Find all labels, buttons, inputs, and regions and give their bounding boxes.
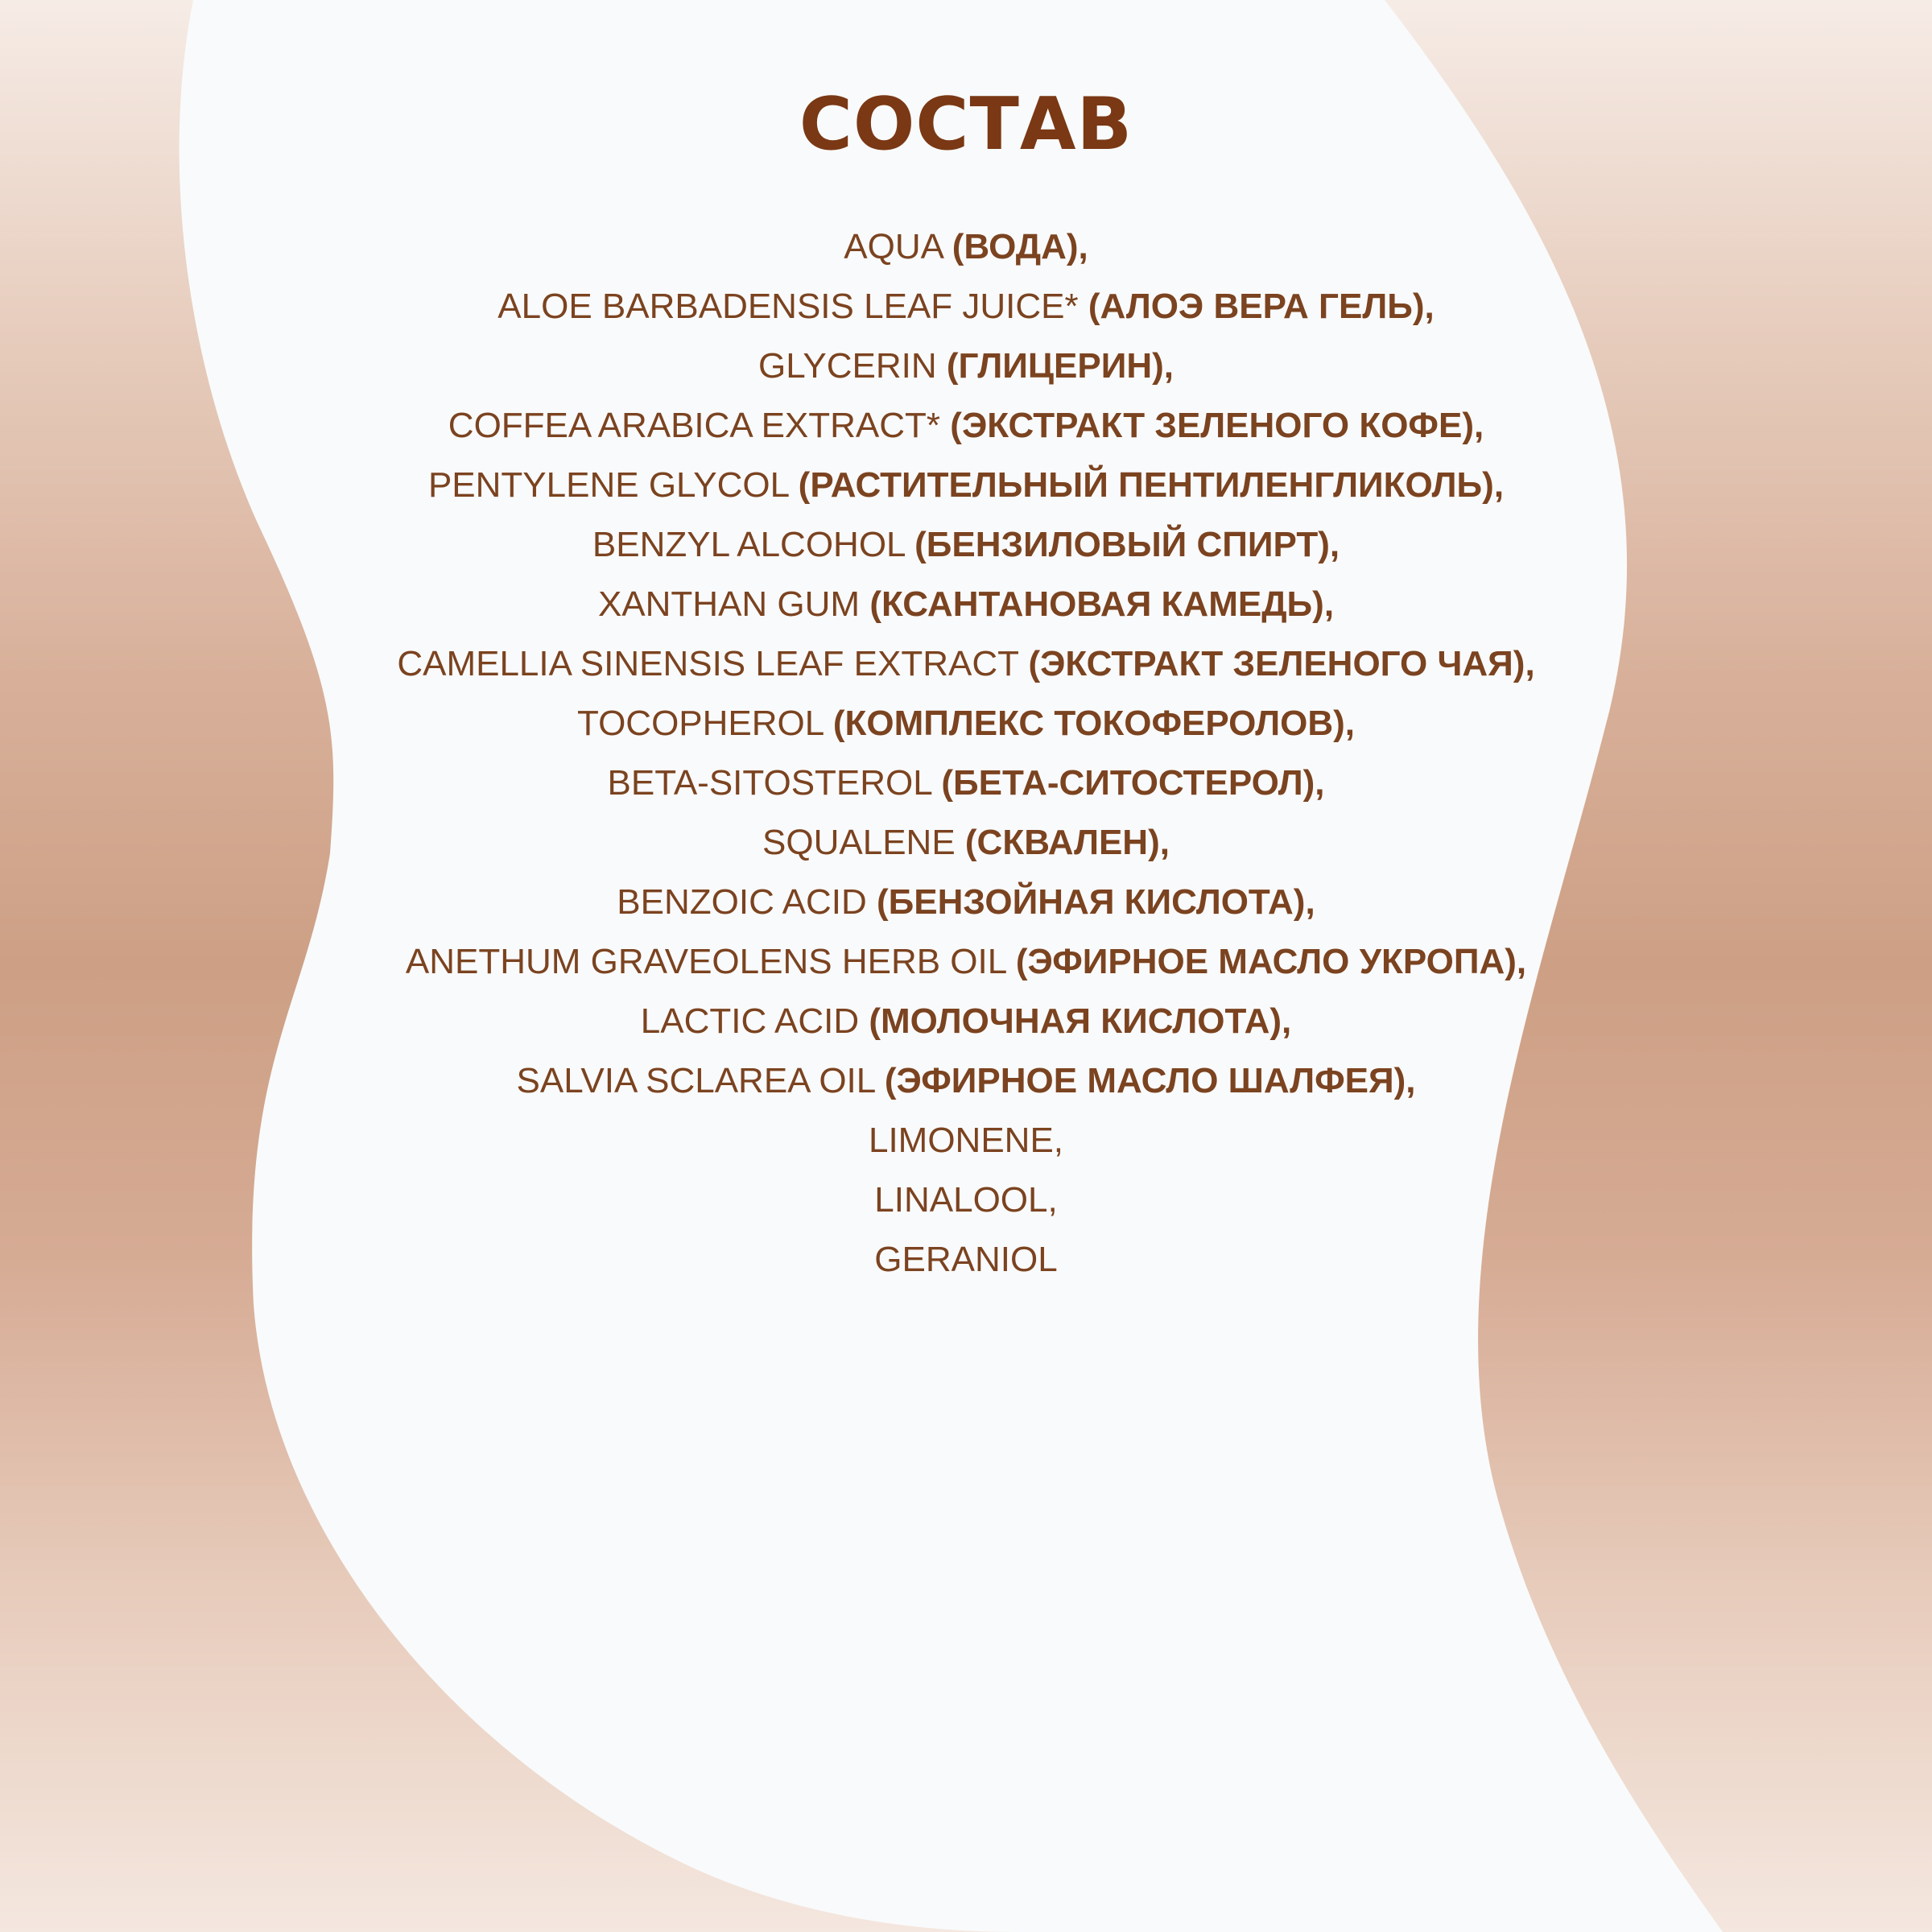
list-item xyxy=(322,992,1610,1051)
ingredient-inci-name: ALOE BARBADENSIS LEAF JUICE* xyxy=(497,287,1079,326)
ingredient-russian-name: (БЕНЗИЛОВЫЙ СПИРТ), xyxy=(914,525,1340,564)
ingredient-inci-name: COFFEA ARABICA EXTRACT* xyxy=(448,406,941,445)
list-item xyxy=(322,217,1610,277)
list-item xyxy=(322,813,1610,873)
ingredient-list xyxy=(322,217,1610,1290)
ingredient-russian-name: (ЭФИРНОЕ МАСЛО УКРОПА), xyxy=(1015,942,1527,981)
ingredient-russian-name: (БЕТА-СИТОСТЕРОЛ), xyxy=(941,763,1325,803)
ingredient-russian-name: (ВОДА), xyxy=(952,227,1088,266)
list-item xyxy=(322,336,1610,396)
ingredient-inci-name: SQUALENE xyxy=(762,823,956,862)
ingredient-russian-name: (АЛОЭ ВЕРА ГЕЛЬ), xyxy=(1088,287,1435,326)
ingredient-inci-name: LINALOOL, xyxy=(874,1180,1058,1220)
list-item xyxy=(322,1170,1610,1230)
ingredient-russian-name: (КОМПЛЕКС ТОКОФЕРОЛОВ), xyxy=(832,704,1355,743)
ingredient-inci-name: BENZOIC ACID xyxy=(617,882,867,922)
ingredient-inci-name: GERANIOL xyxy=(874,1240,1058,1279)
ingredient-inci-name: LIMONENE, xyxy=(868,1121,1064,1160)
list-item xyxy=(322,515,1610,575)
ingredient-russian-name: (ЭКСТРАКТ ЗЕЛЕНОГО ЧАЯ), xyxy=(1028,644,1535,683)
ingredient-russian-name: (ЭКСТРАКТ ЗЕЛЕНОГО КОФЕ), xyxy=(950,406,1484,445)
ingredient-russian-name: (СКВАЛЕН), xyxy=(964,823,1170,862)
list-item xyxy=(322,932,1610,992)
list-item xyxy=(322,1230,1610,1290)
ingredient-inci-name: AQUA xyxy=(844,227,943,266)
list-item xyxy=(322,1111,1610,1170)
ingredient-inci-name: ANETHUM GRAVEOLENS HERB OIL xyxy=(405,942,1006,981)
ingredient-russian-name: (ГЛИЦЕРИН), xyxy=(946,346,1174,386)
list-item xyxy=(322,396,1610,456)
ingredient-inci-name: BETA-SITOSTEROL xyxy=(607,763,932,803)
ingredient-russian-name: (ЭФИРНОЕ МАСЛО ШАЛФЕЯ), xyxy=(884,1061,1416,1100)
list-item xyxy=(322,873,1610,932)
page-title: СОСТАВ xyxy=(799,82,1133,167)
ingredient-inci-name: GLYCERIN xyxy=(758,346,937,386)
composition-panel xyxy=(322,72,1610,1290)
ingredient-russian-name: (МОЛОЧНАЯ КИСЛОТА), xyxy=(869,1001,1292,1041)
ingredient-inci-name: SALVIA SCLAREA OIL xyxy=(516,1061,875,1100)
ingredient-russian-name: (БЕНЗОЙНАЯ КИСЛОТА), xyxy=(877,882,1315,922)
list-item xyxy=(322,634,1610,694)
list-item xyxy=(322,575,1610,634)
list-item xyxy=(322,456,1610,515)
ingredient-inci-name: XANTHAN GUM xyxy=(597,584,861,624)
ingredient-russian-name: (КСАНТАНОВАЯ КАМЕДЬ), xyxy=(869,584,1335,624)
ingredient-russian-name: (РАСТИТЕЛЬНЫЙ ПЕНТИЛЕНГЛИКОЛЬ), xyxy=(798,465,1505,505)
list-item xyxy=(322,1051,1610,1111)
ingredient-inci-name: BENZYL ALCOHOL xyxy=(592,525,905,564)
ingredient-inci-name: TOCOPHEROL xyxy=(577,704,824,743)
ingredient-inci-name: PENTYLENE GLYCOL xyxy=(427,465,789,505)
ingredient-inci-name: LACTIC ACID xyxy=(640,1001,860,1041)
list-item xyxy=(322,277,1610,336)
ingredient-inci-name: CAMELLIA SINENSIS LEAF EXTRACT xyxy=(397,644,1019,683)
list-item xyxy=(322,694,1610,753)
list-item xyxy=(322,753,1610,813)
